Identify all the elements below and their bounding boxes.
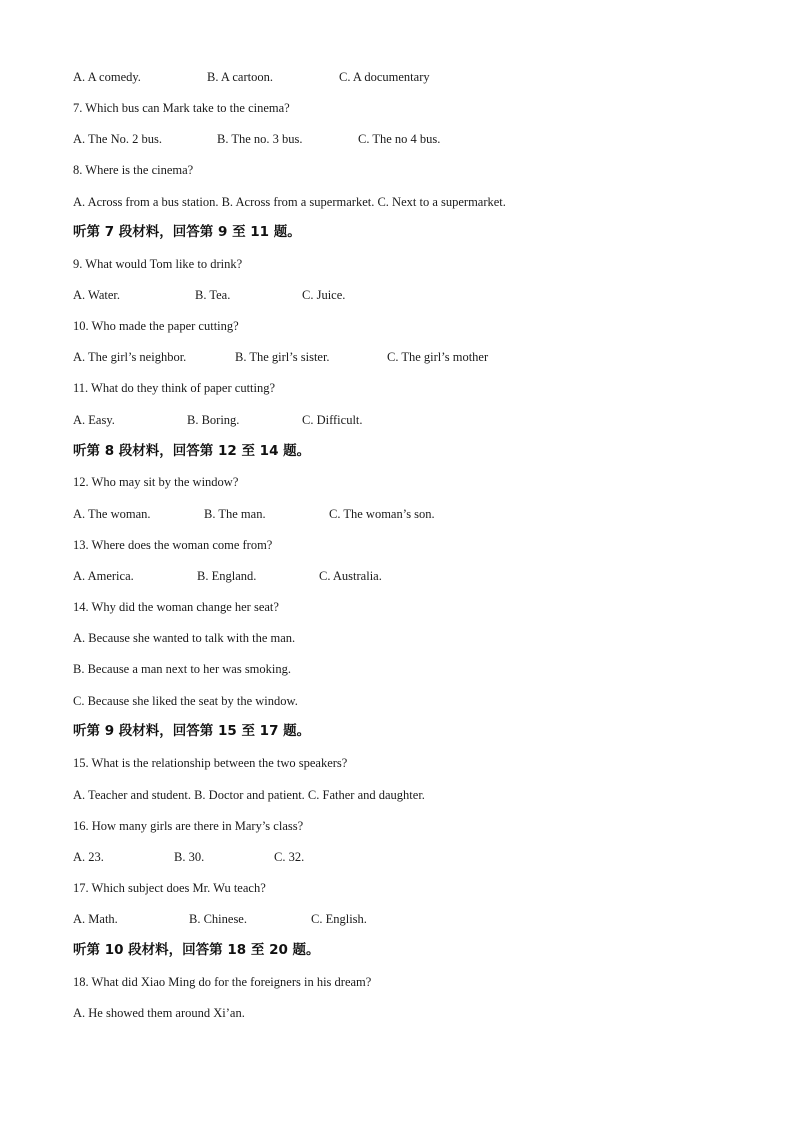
option-a: A. Water.: [73, 288, 121, 302]
option-b: B. Tea.: [195, 288, 231, 302]
option-b: B. Boring.: [187, 413, 240, 427]
question-16: 16. How many girls are there in Mary’s class?: [73, 819, 304, 833]
question-18: 18. What did Xiao Ming do for the foreigners in his dream?: [73, 975, 372, 989]
option-c: C. The girl’s mother: [387, 350, 489, 364]
option-c: C. Difficult.: [302, 413, 363, 427]
option-c: C. English.: [311, 912, 367, 926]
option-a: A. The woman.: [73, 507, 151, 521]
question-7: 7. Which bus can Mark take to the cinema?: [73, 101, 290, 115]
q14-option-a: A. Because she wanted to talk with the man.: [73, 631, 296, 645]
question-8: 8. Where is the cinema?: [73, 163, 194, 177]
option-c: C. A documentary: [339, 70, 430, 84]
q15-options: A. Teacher and student. B. Doctor and patient. C. Father and daughter.: [73, 788, 425, 802]
question-17: 17. Which subject does Mr. Wu teach?: [73, 881, 266, 895]
option-a: A. 23.: [73, 850, 104, 864]
option-b: B. England.: [197, 569, 257, 583]
section-10-heading: 听第 10 段材料，回答第 18 至 20 题。: [73, 942, 320, 958]
option-a: A. America.: [73, 569, 134, 583]
option-b: B. 30.: [174, 850, 205, 864]
question-9: 9. What would Tom like to drink?: [73, 257, 243, 271]
question-10: 10. Who made the paper cutting?: [73, 319, 239, 333]
question-12: 12. Who may sit by the window?: [73, 475, 239, 489]
option-b: B. The no. 3 bus.: [217, 132, 303, 146]
option-c: C. Juice.: [302, 288, 346, 302]
option-a: A. A comedy.: [73, 70, 141, 84]
q14-option-c: C. Because she liked the seat by the window.: [73, 694, 298, 708]
option-b: B. Chinese.: [189, 912, 247, 926]
section-7-heading: 听第 7 段材料，回答第 9 至 11 题。: [73, 224, 301, 240]
option-b: B. A cartoon.: [207, 70, 273, 84]
option-a: A. Math.: [73, 912, 118, 926]
question-14: 14. Why did the woman change her seat?: [73, 600, 279, 614]
option-a: A. The girl’s neighbor.: [73, 350, 187, 364]
option-b: B. The girl’s sister.: [235, 350, 330, 364]
question-13: 13. Where does the woman come from?: [73, 538, 273, 552]
option-b: B. The man.: [204, 507, 266, 521]
option-c: C. Australia.: [319, 569, 382, 583]
option-a: A. The No. 2 bus.: [73, 132, 163, 146]
q14-option-b: B. Because a man next to her was smoking.: [73, 662, 292, 676]
option-c: C. 32.: [274, 850, 305, 864]
q8-options: A. Across from a bus station. B. Across from a supermarket. C. Next to a supermarket.: [73, 195, 506, 209]
option-a: A. Easy.: [73, 413, 115, 427]
option-c: C. The no 4 bus.: [358, 132, 441, 146]
question-11: 11. What do they think of paper cutting?: [73, 381, 276, 395]
section-8-heading: 听第 8 段材料，回答第 12 至 14 题。: [73, 443, 311, 459]
section-9-heading: 听第 9 段材料，回答第 15 至 17 题。: [73, 723, 311, 739]
q18-option-a: A. He showed them around Xi’an.: [73, 1006, 245, 1020]
option-c: C. The woman’s son.: [329, 507, 435, 521]
question-15: 15. What is the relationship between the two speakers?: [73, 756, 348, 770]
